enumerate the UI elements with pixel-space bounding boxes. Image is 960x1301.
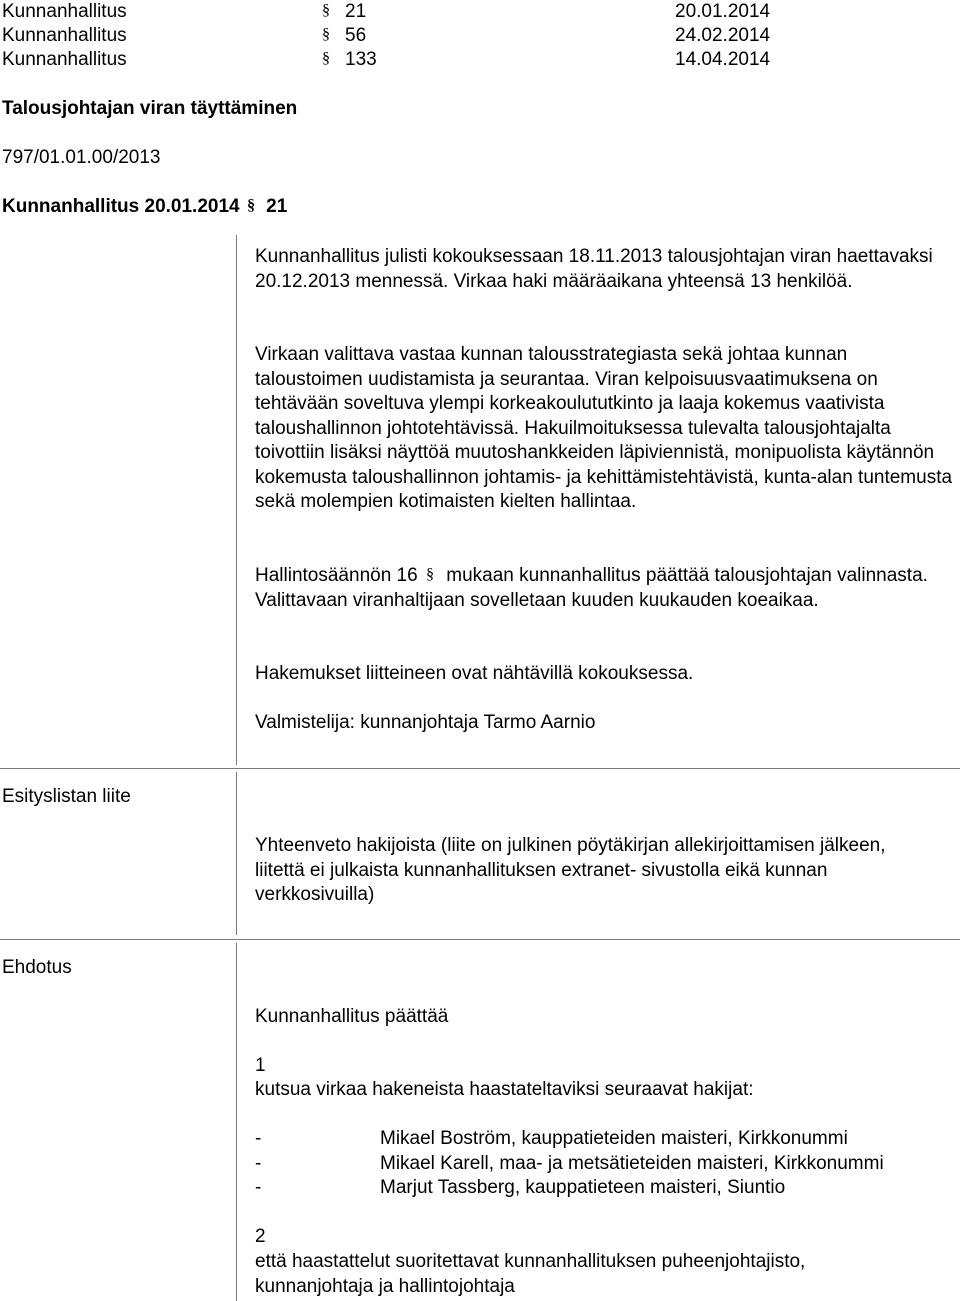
paragraph-announcement: Kunnanhallitus julisti kokouksessaan 18.11.2013 talousjohtajan viran haettavaksi 20.12.2013 mennessä. Virkaa haki määräaikana yhteensä 13 henkilöä. xyxy=(255,246,933,292)
candidate-dash: - xyxy=(255,1177,262,1198)
candidate-dash: - xyxy=(255,1128,262,1149)
history-date: 20.01.2014 xyxy=(675,1,771,22)
section-mark-icon xyxy=(247,195,259,215)
section-mark-icon xyxy=(322,24,334,49)
history-body: Kunnanhallitus xyxy=(2,49,127,70)
column-divider xyxy=(236,235,237,765)
regulation-prefix: Hallintosäännön 16 xyxy=(255,565,418,586)
candidate-name: Marjut Tassberg, kauppatieteen maisteri, Siuntio xyxy=(380,1177,786,1198)
history-number: 21 xyxy=(345,1,367,22)
history-row xyxy=(0,0,960,25)
column-divider xyxy=(236,772,237,935)
history-row xyxy=(0,48,960,73)
candidate-row xyxy=(255,1176,955,1201)
history-number: 133 xyxy=(345,49,377,70)
proposal-heading: Ehdotus xyxy=(2,957,72,978)
svg-text:§: § xyxy=(322,24,331,44)
history-date: 14.04.2014 xyxy=(675,49,771,70)
history-row xyxy=(0,24,960,49)
proposal-item-number: 1 xyxy=(255,1055,266,1076)
candidate-name: Mikael Boström, kauppatieteiden maisteri, Kirkkonummi xyxy=(380,1128,848,1149)
proposal-item-text: että haastattelut suoritettavat kunnanhallituksen puheenjohtajisto, kunnanjohtaja ja hallintojohtaja xyxy=(255,1251,806,1297)
candidate-dash: - xyxy=(255,1153,262,1174)
section-mark-icon xyxy=(426,564,438,584)
attachment-text: Yhteenveto hakijoista (liite on julkinen pöytäkirjan allekirjoittamisen jälkeen, liitettä ei julkaista kunnanhallituksen extranet- sivustolla eikä kunnan verkkosivuilla) xyxy=(255,835,886,905)
section-mark-icon xyxy=(322,48,334,73)
paragraph-requirements: Virkaan valittava vastaa kunnan talousstrategiasta sekä johtaa kunnan taloustoimen uudistamista ja seurantaa. Viran kelpoisuusvaatimuksena on tehtävään soveltuva ylempi korkeakoulututkinto ja laaja kokemus vaativista taloushallinnon johtotehtävissä. Hakuilmoituksessa tulevalta talousjohtajalta toivottiin lisäksi näyttöä muutoshankkeiden läpiviennistä, monipuolista käytännön kokemusta taloushallinnon johtamis- ja kehittämistehtävistä, kunta-alan tuntemusta sekä molempien kotimaisten kielten hallintaa. xyxy=(255,344,953,512)
meeting-body: Kunnanhallitus 20.01.2014 xyxy=(2,196,240,217)
svg-text:§: § xyxy=(322,48,331,68)
section-divider xyxy=(0,768,960,769)
proposal-item-number: 2 xyxy=(255,1226,266,1247)
meeting-number: 21 xyxy=(266,196,288,217)
svg-text:§: § xyxy=(425,564,435,584)
paragraph-regulation xyxy=(255,564,955,613)
regulation-text: mukaan kunnanhallitus päättää talousjohtajan valinnasta. Valittavaan viranhaltijaan sovelletaan kuuden kuukauden koeaikaa. xyxy=(255,565,928,611)
history-date: 24.02.2014 xyxy=(675,25,771,46)
section-divider xyxy=(0,939,960,940)
document-title: Talousjohtajan viran täyttäminen xyxy=(2,98,298,119)
attachment-heading: Esityslistan liite xyxy=(2,786,131,807)
history-body: Kunnanhallitus xyxy=(2,1,127,22)
proposal-intro: Kunnanhallitus päättää xyxy=(255,1006,449,1027)
reference-number: 797/01.01.00/2013 xyxy=(2,147,161,168)
proposal-item-text: kutsua virkaa hakeneista haastateltaviksi seuraavat hakijat: xyxy=(255,1079,754,1100)
history-body: Kunnanhallitus xyxy=(2,25,127,46)
paragraph-preparer: Valmistelija: kunnanjohtaja Tarmo Aarnio xyxy=(255,712,596,733)
candidate-name: Mikael Karell, maa- ja metsätieteiden maisteri, Kirkkonummi xyxy=(380,1153,884,1174)
candidate-row xyxy=(255,1152,955,1177)
paragraph-applications: Hakemukset liitteineen ovat nähtävillä kokouksessa. xyxy=(255,663,694,684)
candidate-row xyxy=(255,1127,955,1152)
history-number: 56 xyxy=(345,25,367,46)
meeting-line xyxy=(2,195,287,220)
section-mark-icon xyxy=(322,0,334,25)
svg-text:§: § xyxy=(322,0,331,20)
svg-text:§: § xyxy=(246,195,256,215)
column-divider xyxy=(236,943,237,1301)
